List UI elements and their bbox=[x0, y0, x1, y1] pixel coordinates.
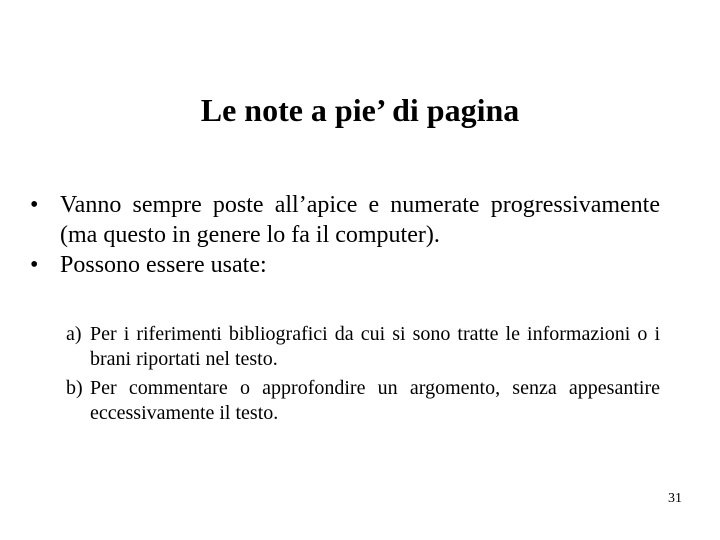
bullet-text: Possono essere usate: bbox=[60, 252, 267, 278]
sub-item-text: Per commentare o approfondire un argomento, senza appesantire eccessivamente il testo. bbox=[90, 377, 660, 424]
sub-list bbox=[66, 322, 660, 426]
bullet-item bbox=[30, 190, 660, 250]
sub-item bbox=[66, 322, 660, 372]
page-number: 31 bbox=[668, 491, 682, 506]
bullet-marker: • bbox=[30, 252, 39, 278]
bullet-list bbox=[30, 190, 660, 280]
slide-title: Le note a pie’ di pagina bbox=[200, 92, 520, 128]
sub-item bbox=[66, 376, 660, 426]
sub-item-marker: b) bbox=[66, 377, 83, 399]
bullet-text: Vanno sempre poste all’apice e numerate progressivamente (ma questo in genere lo fa il computer). bbox=[60, 192, 660, 248]
bullet-item bbox=[30, 250, 660, 280]
sub-item-text: Per i riferimenti bibliografici da cui si sono tratte le informazioni o i brani riportati nel testo. bbox=[90, 323, 660, 370]
bullet-marker: • bbox=[30, 192, 39, 218]
sub-item-marker: a) bbox=[66, 323, 82, 345]
